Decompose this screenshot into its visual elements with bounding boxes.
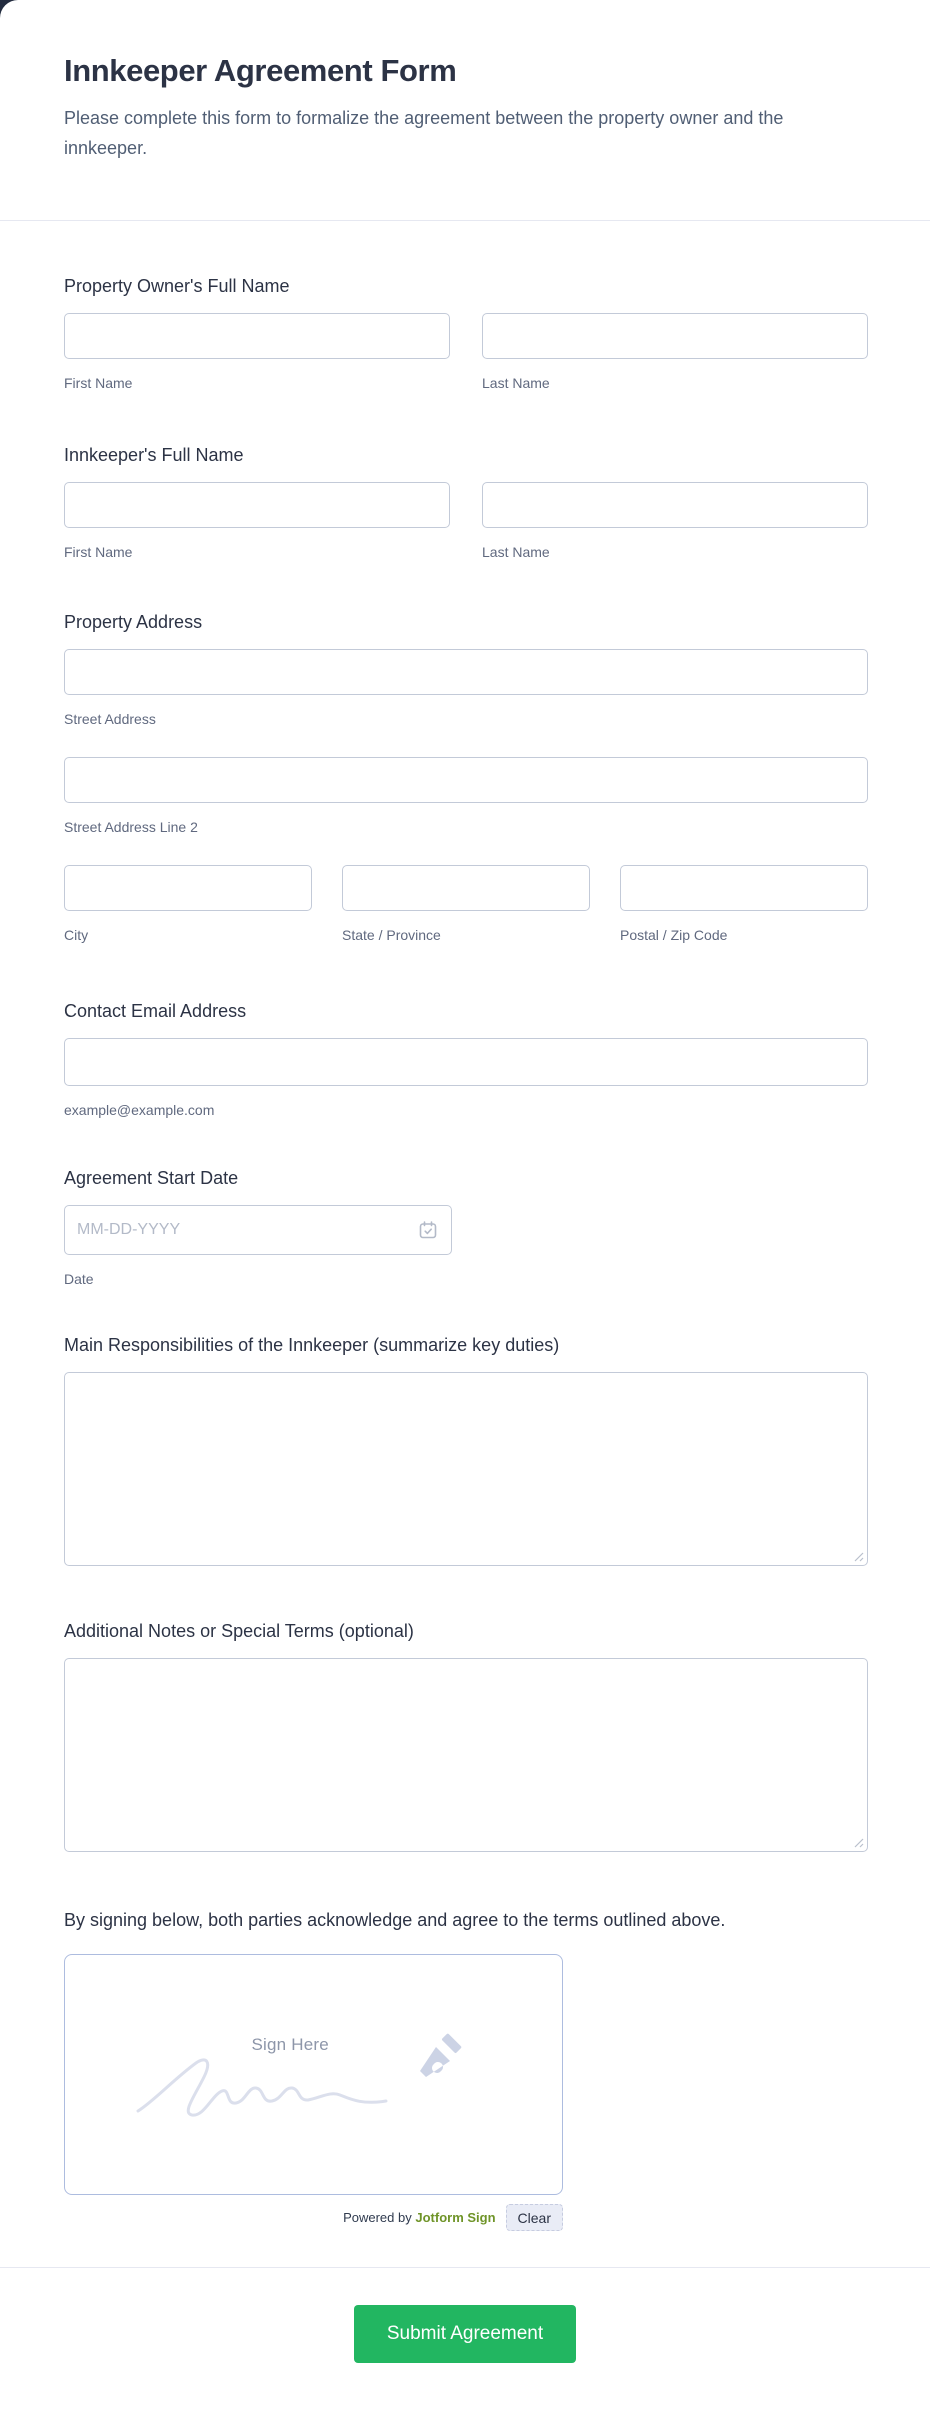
zip-sublabel: Postal / Zip Code [620, 927, 728, 943]
form-header [0, 0, 930, 163]
street-address-sublabel: Street Address [64, 711, 156, 727]
signature-squiggle-icon [134, 2053, 434, 2123]
question-notes [64, 1620, 868, 1852]
city-input[interactable] [64, 865, 312, 911]
date-sublabel: Date [64, 1271, 94, 1287]
owner-name-label: Property Owner's Full Name [64, 276, 290, 296]
window-corner-artifact [0, 0, 26, 22]
submit-section [0, 2268, 930, 2363]
question-email [64, 1000, 868, 1118]
start-date-label: Agreement Start Date [64, 1168, 239, 1188]
innkeeper-last-name-sublabel: Last Name [482, 544, 550, 560]
page-title: Innkeeper Agreement Form [64, 53, 457, 88]
innkeeper-first-name-sublabel: First Name [64, 544, 133, 560]
question-owner-name [64, 275, 868, 391]
email-input[interactable] [64, 1038, 868, 1086]
question-property-address [64, 611, 868, 943]
email-sublabel: example@example.com [64, 1102, 215, 1118]
innkeeper-first-name-input[interactable] [64, 482, 450, 528]
form-body [0, 275, 930, 2231]
street-address2-input[interactable] [64, 757, 868, 803]
signature-pad[interactable] [64, 1954, 563, 2195]
responsibilities-textarea[interactable] [64, 1372, 868, 1566]
page-subtitle: Please complete this form to formalize the agreement between the property owner and the innkeeper. [64, 108, 784, 158]
state-sublabel: State / Province [342, 927, 441, 943]
signature-statement: By signing below, both parties acknowledge and agree to the terms outlined above. [64, 1910, 726, 1930]
powered-by-text: Powered by Jotform Sign [343, 2210, 496, 2225]
calendar-icon[interactable] [418, 1220, 438, 1240]
notes-label: Additional Notes or Special Terms (optional) [64, 1621, 414, 1641]
notes-textarea[interactable] [64, 1658, 868, 1852]
innkeeper-name-label: Innkeeper's Full Name [64, 445, 244, 465]
submit-button[interactable]: Submit Agreement [354, 2305, 576, 2363]
signature-footer [64, 2204, 563, 2231]
clear-signature-button[interactable]: Clear [506, 2204, 563, 2231]
jotform-sign-brand: Jotform Sign [415, 2210, 496, 2225]
sign-here-text: Sign Here [251, 2034, 329, 2054]
email-label: Contact Email Address [64, 1001, 247, 1021]
pen-nib-icon [412, 2031, 466, 2085]
zip-input[interactable] [620, 865, 868, 911]
question-signature [64, 1908, 868, 2231]
signature-placeholder [134, 2015, 494, 2135]
owner-last-name-sublabel: Last Name [482, 375, 550, 391]
question-responsibilities [64, 1334, 868, 1566]
city-sublabel: City [64, 927, 89, 943]
owner-first-name-input[interactable] [64, 313, 450, 359]
question-innkeeper-name [64, 444, 868, 560]
property-address-label: Property Address [64, 612, 203, 632]
owner-last-name-input[interactable] [482, 313, 868, 359]
date-input[interactable] [64, 1205, 452, 1255]
responsibilities-label: Main Responsibilities of the Innkeeper (summarize key duties) [64, 1335, 560, 1355]
owner-first-name-sublabel: First Name [64, 375, 133, 391]
question-start-date [64, 1167, 868, 1287]
state-input[interactable] [342, 865, 590, 911]
street-address-input[interactable] [64, 649, 868, 695]
street-address2-sublabel: Street Address Line 2 [64, 819, 198, 835]
header-divider [0, 220, 930, 221]
innkeeper-last-name-input[interactable] [482, 482, 868, 528]
